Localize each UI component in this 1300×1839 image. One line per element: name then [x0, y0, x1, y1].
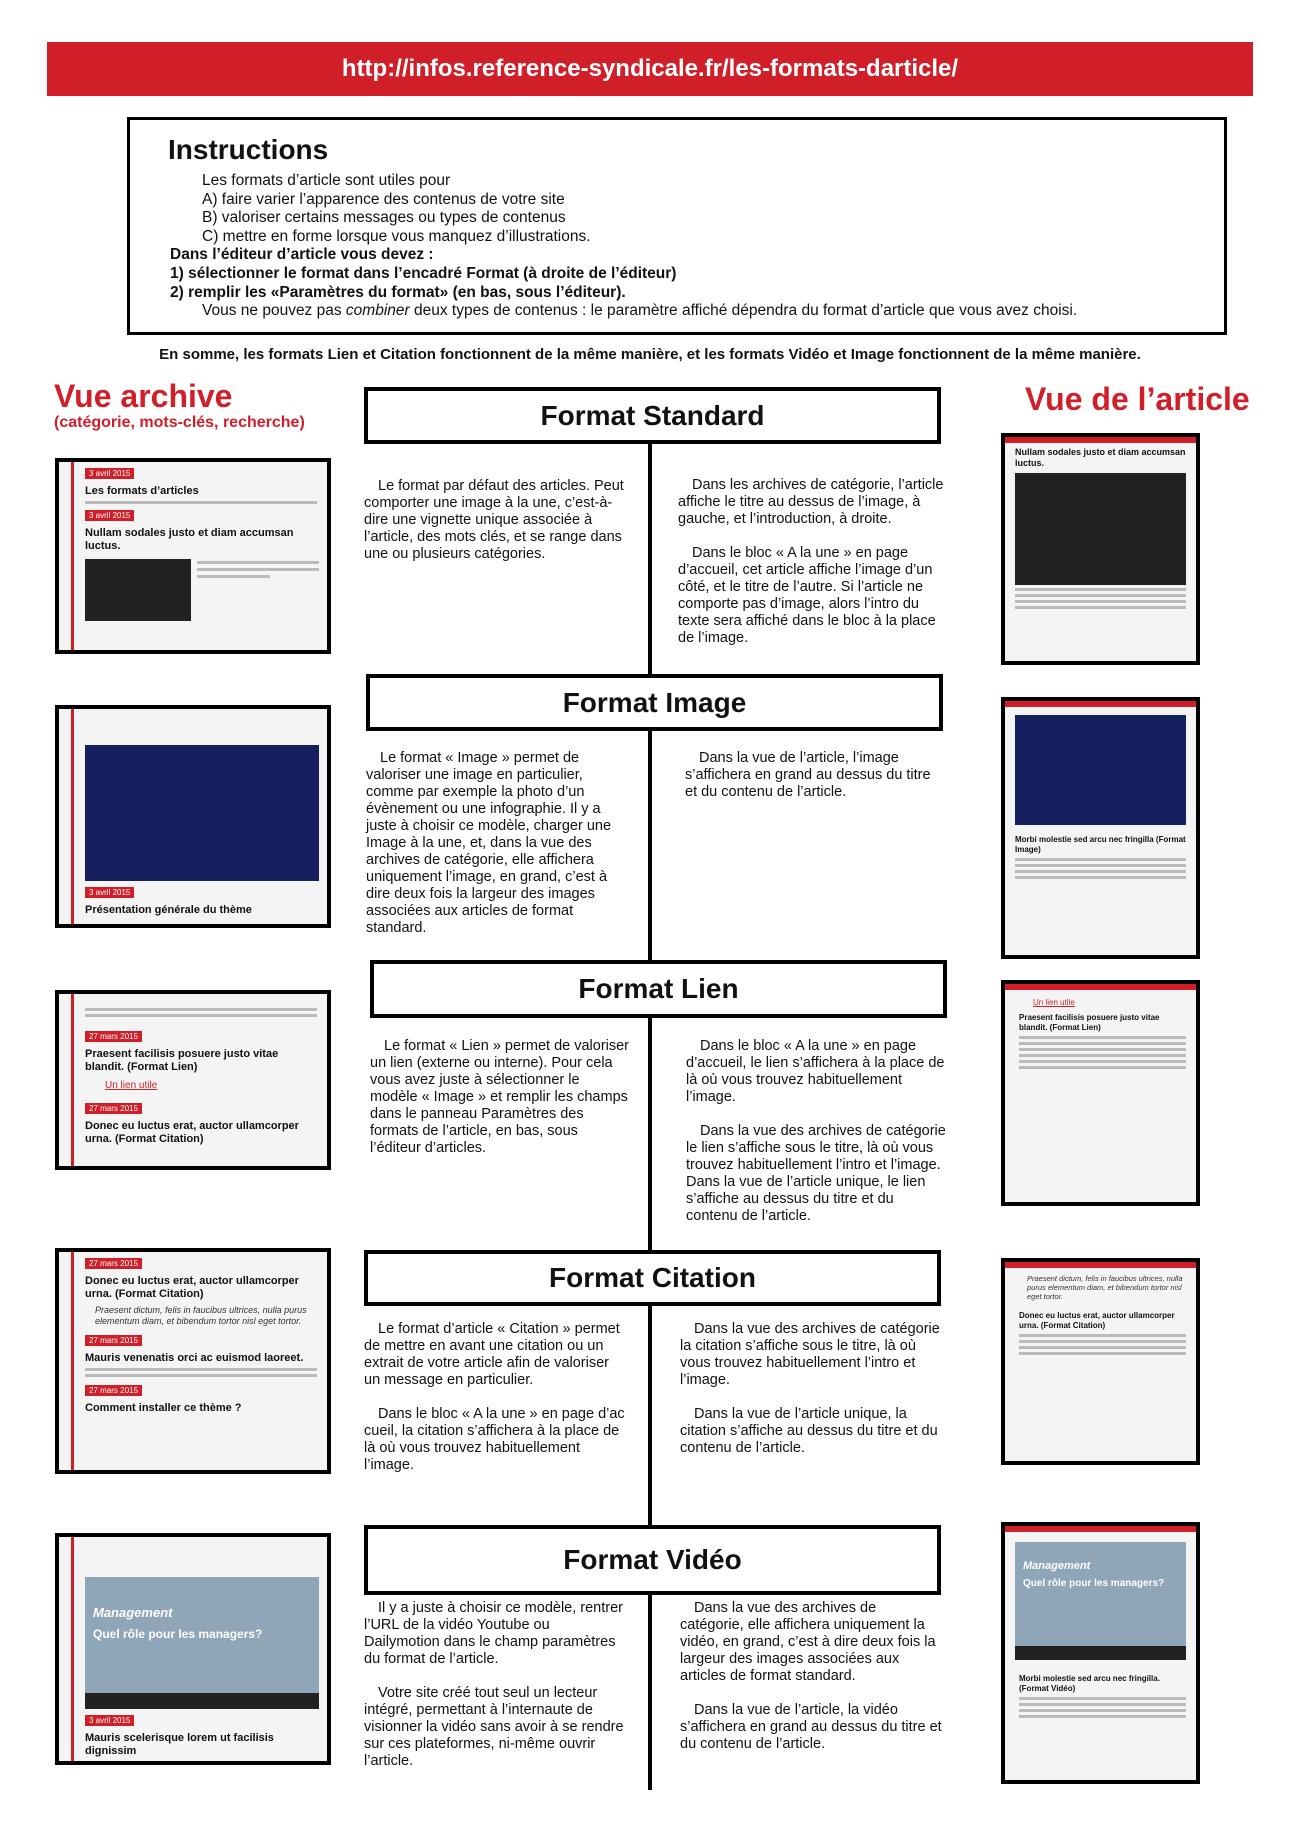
thumb-topbar	[1005, 1262, 1196, 1268]
thumb-text-line	[1019, 1042, 1186, 1045]
thumb-quote: Praesent dictum, felis in faucibus ultrices, nulla purus elementum diam, et bibendum tortor nisl eget tortor.	[1027, 1274, 1183, 1301]
paragraph: Dans la vue de l’article unique, la citation s’affiche au dessus du titre et du contenu de l’article.	[680, 1406, 938, 1456]
thumb-text-line	[1019, 1060, 1186, 1063]
thumb-rule	[71, 1537, 74, 1761]
thumb-text-line	[1015, 600, 1186, 603]
vue-archive-subtitle: (catégorie, mots-clés, recherche)	[54, 414, 305, 431]
citation-left-text	[364, 1321, 626, 1474]
thumb-text-line	[1019, 1340, 1186, 1343]
paragraph: Le format par défaut des articles. Peut comporter une image à la une, c’est-à-dire une vignette unique associée à l’article, des mots clés, et se range dans une ou plusieurs catégories.	[364, 478, 624, 562]
thumb-image	[85, 745, 319, 881]
thumb-date: 27 mars 2015	[85, 1031, 142, 1042]
thumb-image	[1015, 715, 1186, 825]
thumb-text-line	[1015, 870, 1186, 873]
thumb-text-line	[1019, 1715, 1186, 1718]
instruction-note	[170, 302, 1077, 321]
thumb-topbar	[1005, 701, 1196, 707]
thumb-quote: Praesent dictum, felis in faucibus ultrices, nulla purus elementum diam, et bibendum tortor nisl eget tortor.	[95, 1305, 307, 1326]
paragraph: Dans la vue de l’article, la vidéo s’affichera en grand au dessus du titre et du contenu de l’article.	[680, 1702, 942, 1752]
thumb-date: 27 mars 2015	[85, 1258, 142, 1269]
thumb-video[interactable]	[85, 1577, 319, 1709]
format-citation-box: Format Citation	[364, 1250, 941, 1306]
video-control-bar[interactable]	[85, 1693, 319, 1709]
thumb-text-line	[197, 568, 319, 571]
paragraph: Le format « Image » permet de valoriser une image en particulier, comme par exemple la photo d’un évènement ou une infographie. Il y a juste à choisir ce modèle, charger une Image à la une, et, dans la vue des archives de catégorie, elle affichera uniquement l’image, en grand, c’est à dire deux fois la largeur des images associées aux articles de format standard.	[366, 750, 612, 936]
thumb-text-line	[1019, 1334, 1186, 1337]
thumb-text-line	[1019, 1054, 1186, 1057]
paragraph: Dans la vue des archives de catégorie le lien s’affiche sous le titre, là où vous trouvez habituellement l’intro et l’image. Dans la vue de l’article unique, le lien s’affiche au dessus du titre et du contenu de l’article.	[686, 1123, 946, 1224]
thumb-title: Les formats d’articles	[85, 485, 199, 497]
image-right-text	[685, 750, 945, 801]
image-left-text	[366, 750, 628, 937]
note-before: Vous ne pouvez pas	[202, 302, 346, 320]
article-lien-thumb[interactable]	[1001, 980, 1200, 1206]
paragraph: Le format « Lien » permet de valoriser un lien (externe ou interne). Pour cela vous avez juste à sélectionner le modèle « Image » et remplir les champs dans le panneau Paramètres des formats de l’article, en bas, sous l’éditeur d’articles.	[370, 1038, 630, 1156]
thumb-rule	[71, 994, 74, 1166]
paragraph: Il y a juste à choisir ce modèle, rentrer l’URL de la vidéo Youtube ou Dailymotion dans le champ paramètres du format de l’article.	[364, 1600, 623, 1667]
thumb-date: 27 mars 2015	[85, 1103, 142, 1114]
thumb-title: Morbi molestie sed arcu nec fringilla (Format Image)	[1015, 835, 1186, 854]
article-citation-thumb[interactable]	[1001, 1258, 1200, 1465]
paragraph: Dans les archives de catégorie, l’article affiche le titre au dessus de l’image, à gauche, et l’introduction, à droite.	[678, 477, 944, 527]
thumb-title: Donec eu luctus erat, auctor ullamcorper urna. (Format Citation)	[85, 1275, 299, 1300]
archive-lien-thumb[interactable]	[55, 990, 331, 1170]
format-lien-box: Format Lien	[370, 960, 947, 1018]
thumb-text-line	[85, 501, 317, 504]
thumb-video[interactable]	[1015, 1542, 1186, 1660]
thumb-title: Morbi molestie sed arcu nec fringilla. (Format Vidéo)	[1019, 1674, 1160, 1693]
paragraph: Dans la vue des archives de catégorie, elle affichera uniquement la vidéo, en grand, c’est à dire deux fois la largeur des images associées aux articles de format standard.	[680, 1600, 936, 1684]
standard-left-text	[364, 478, 624, 563]
paragraph: Dans le bloc « A la une » en page d’ac cueil, la citation s’affichera à la place de là où vous trouvez habituellement l’image.	[364, 1406, 625, 1473]
thumb-title: Donec eu luctus erat, auctor ullamcorper urna. (Format Citation)	[85, 1120, 299, 1145]
url-banner[interactable]: http://infos.reference-syndicale.fr/les-formats-darticle/	[47, 42, 1253, 96]
instruction-line: C) mettre en forme lorsque vous manquez d’illustrations.	[202, 227, 591, 245]
note-emphasis: combiner	[345, 302, 410, 320]
thumb-title: Mauris scelerisque lorem ut facilisis dignissim	[85, 1732, 274, 1757]
video-title-2: Quel rôle pour les managers?	[93, 1627, 263, 1641]
timeline-line	[648, 729, 652, 962]
vue-article-heading: Vue de l’article	[1025, 381, 1250, 417]
timeline-line	[648, 442, 652, 674]
video-title-1: Management	[93, 1605, 173, 1620]
paragraph: Votre site créé tout seul un lecteur intégré, permettant à l’internaute de visionner la vidéo sans avoir à se rendre sur ces plateformes, ni-même ouvrir l’article.	[364, 1685, 624, 1769]
thumb-title: Donec eu luctus erat, auctor ullamcorper urna. (Format Citation)	[1019, 1311, 1175, 1330]
thumb-title: Praesent facilisis posuere justo vitae blandit. (Format Lien)	[85, 1048, 279, 1073]
thumb-text-line	[1019, 1066, 1186, 1069]
thumb-date: 27 mars 2015	[85, 1335, 142, 1346]
paragraph: Dans la vue de l’article, l’image s’affichera en grand au dessus du titre et du contenu de l’article.	[685, 750, 931, 800]
thumb-text-line	[1019, 1048, 1186, 1051]
paragraph: Dans la vue des archives de catégorie la citation s’affiche sous le titre, là où vous trouvez habituellement l’intro et l’image.	[680, 1321, 940, 1388]
thumb-image	[1015, 473, 1186, 585]
thumb-date: 3 avril 2015	[85, 1715, 134, 1726]
thumb-title: Présentation générale du thème	[85, 904, 252, 916]
thumb-date: 27 mars 2015	[85, 1385, 142, 1396]
thumb-text-line	[1019, 1709, 1186, 1712]
article-video-thumb[interactable]	[1001, 1522, 1200, 1784]
thumb-text-line	[85, 1014, 317, 1017]
thumb-rule	[71, 709, 74, 924]
instructions-box	[127, 117, 1227, 335]
instructions-title: Instructions	[168, 134, 329, 165]
note-after: deux types de contenus : le paramètre affiché dépendra du format d’article que vous avez choisi.	[409, 302, 1078, 320]
timeline-line	[648, 1304, 652, 1538]
step-1: 1) sélectionner le format dans l’encadré Format (à droite de l’éditeur)	[170, 264, 677, 282]
thumb-link[interactable]: Un lien utile	[1033, 998, 1075, 1007]
instruction-line: Les formats d’article sont utiles pour	[202, 172, 451, 189]
thumb-text-line	[1015, 876, 1186, 879]
timeline-line	[648, 1016, 652, 1252]
format-video-box: Format Vidéo	[364, 1525, 941, 1595]
thumb-text-line	[197, 561, 319, 564]
thumb-text-line	[1019, 1346, 1186, 1349]
thumb-topbar	[1005, 437, 1196, 443]
thumb-text-line	[85, 1368, 317, 1371]
thumb-date: 3 avril 2015	[85, 510, 134, 521]
thumb-title: Nullam sodales justo et diam accumsan luctus.	[85, 527, 294, 552]
thumb-date: 3 avril 2015	[85, 887, 134, 898]
thumb-text-line	[1015, 606, 1186, 609]
video-right-text	[680, 1600, 942, 1753]
vue-archive-heading: Vue archive	[54, 378, 233, 414]
thumb-text-line	[1015, 588, 1186, 591]
video-title-1: Management	[1023, 1560, 1091, 1572]
paragraph: Dans le bloc « A la une » en page d’accueil, le lien s’affichera à la place de là où vous trouvez habituellement l’image.	[686, 1038, 945, 1105]
thumb-image	[85, 559, 191, 621]
archive-citation-thumb[interactable]	[55, 1248, 331, 1474]
thumb-topbar	[1005, 1526, 1196, 1532]
instruction-line: B) valoriser certains messages ou types de contenus	[202, 209, 566, 227]
lien-left-text	[370, 1038, 630, 1157]
archive-video-thumb[interactable]	[55, 1533, 331, 1765]
citation-right-text	[680, 1321, 942, 1457]
thumb-text-line	[1019, 1697, 1186, 1700]
video-left-text	[364, 1600, 626, 1770]
article-standard-thumb[interactable]	[1001, 433, 1200, 665]
paragraph: Dans le bloc « A la une » en page d’accueil, cet article affiche l’image d’un côté, et le titre de l’autre. Si l’article ne comporte pas d’image, alors l’intro du texte sera affiché dans le bloc à la place de l’image.	[678, 545, 936, 646]
timeline-line	[648, 1595, 652, 1790]
instruction-line: A) faire varier l’apparence des contenus de votre site	[202, 190, 565, 208]
thumb-title: Mauris venenatis orci ac euismod laoreet.	[85, 1352, 304, 1364]
thumb-text-line	[1019, 1352, 1186, 1355]
format-standard-box: Format Standard	[364, 387, 941, 444]
thumb-rule	[71, 462, 74, 650]
thumb-link[interactable]: Un lien utile	[105, 1080, 158, 1091]
thumb-text-line	[1019, 1703, 1186, 1706]
thumb-text-line	[197, 575, 270, 578]
instructions-lines	[170, 172, 1077, 321]
thumb-text-line	[1015, 858, 1186, 861]
thumb-title: Comment installer ce thème ?	[85, 1402, 242, 1414]
standard-right-text	[678, 477, 946, 647]
step-2: 2) remplir les «Paramètres du format» (en bas, sous l’éditeur).	[170, 283, 626, 301]
video-title-2: Quel rôle pour les managers?	[1023, 1578, 1165, 1589]
thumb-text-line	[85, 1008, 317, 1011]
lien-right-text	[686, 1038, 946, 1225]
thumb-date: 3 avril 2015	[85, 468, 134, 479]
thumb-rule	[71, 1252, 74, 1470]
thumb-title: Nullam sodales justo et diam accumsan luctus.	[1015, 447, 1186, 468]
archive-image-thumb[interactable]	[55, 705, 331, 928]
article-image-thumb[interactable]	[1001, 697, 1200, 959]
thumb-topbar	[1005, 984, 1196, 990]
editor-heading: Dans l’éditeur d’article vous devez :	[170, 246, 434, 264]
summary-text: En somme, les formats Lien et Citation fonctionnent de la même manière, et les formats Vidéo et Image fonctionnent de la même manière.	[159, 346, 1141, 363]
video-control-bar[interactable]	[1015, 1646, 1186, 1660]
archive-standard-thumb[interactable]	[55, 458, 331, 654]
thumb-title: Praesent facilisis posuere justo vitae blandit. (Format Lien)	[1019, 1013, 1160, 1032]
thumb-text-line	[1019, 1036, 1186, 1039]
thumb-text-line	[1015, 594, 1186, 597]
paragraph: Le format d’article « Citation » permet de mettre en avant une citation ou un extrait de votre article afin de valoriser un message en particulier.	[364, 1321, 620, 1388]
thumb-text-line	[1015, 864, 1186, 867]
format-image-box: Format Image	[366, 674, 943, 731]
thumb-text-line	[85, 1374, 317, 1377]
